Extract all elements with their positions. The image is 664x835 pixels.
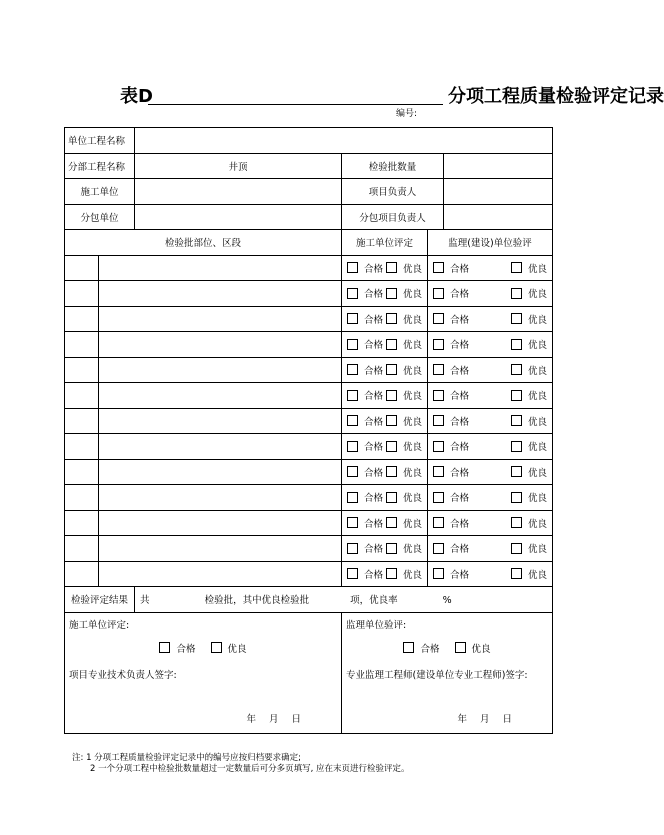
row-supervisor-eval: [428, 255, 553, 281]
excellent-label: 优良: [403, 340, 423, 352]
supervisor-signoff: [342, 612, 553, 733]
contractor-eval-excellent-checkbox[interactable]: [386, 390, 397, 401]
excellent-label: 优良: [528, 263, 548, 275]
pass-label: 合格: [450, 391, 470, 403]
note-1: 注: 1 分项工程质量检验评定记录中的编号应按归档要求确定;: [72, 753, 302, 763]
contractor-eval-pass-checkbox[interactable]: [347, 262, 358, 273]
pass-label: 合格: [450, 518, 470, 530]
row-supervisor-eval: [428, 485, 553, 511]
supervisor-eval-pass-checkbox[interactable]: [433, 288, 444, 299]
excellent-label: 优良: [528, 340, 548, 352]
contractor-eval-excellent-checkbox[interactable]: [386, 364, 397, 375]
supervisor-eval-pass-checkbox[interactable]: [433, 543, 444, 554]
contractor-eval-excellent-checkbox[interactable]: [386, 492, 397, 503]
result-part2: 检验批，其中优良检验批: [204, 595, 310, 607]
row-contractor-eval: [342, 459, 428, 485]
supervisor-signoff-label: 监理单位验评:: [346, 619, 407, 631]
row-contractor-eval: [342, 332, 428, 358]
supervisor-eval-header: 监理(建设)单位验评: [428, 230, 553, 256]
supervisor-eval-excellent-checkbox[interactable]: [511, 262, 522, 273]
row-contractor-eval: [342, 485, 428, 511]
table-row: [65, 332, 553, 358]
row-contractor-eval: [342, 306, 428, 332]
supervisor-eval-excellent-checkbox[interactable]: [511, 415, 522, 426]
row-supervisor-eval: [428, 408, 553, 434]
supervisor-eval-excellent-checkbox[interactable]: [511, 517, 522, 528]
row-index-cell[interactable]: [65, 306, 99, 332]
contractor-eval-excellent-checkbox[interactable]: [386, 543, 397, 554]
result-statement[interactable]: [135, 587, 553, 613]
row-contractor-eval: [342, 510, 428, 536]
pass-label: 合格: [176, 643, 196, 655]
supervisor-eval-pass-checkbox[interactable]: [433, 517, 444, 528]
pass-label: 合格: [450, 493, 470, 505]
row-supervisor-eval: [428, 306, 553, 332]
row-index-cell[interactable]: [65, 536, 99, 562]
table-row: [65, 306, 553, 332]
row-location-cell[interactable]: [99, 459, 342, 485]
project-manager-label: 项目负责人: [342, 179, 444, 205]
excellent-label: 优良: [528, 493, 548, 505]
subcontractor-field[interactable]: [135, 204, 342, 230]
excellent-label: 优良: [403, 467, 423, 479]
unit-project-field[interactable]: [135, 128, 553, 154]
excellent-label: 优良: [528, 544, 548, 556]
supervisor-eval-pass-checkbox[interactable]: [433, 339, 444, 350]
excellent-label: 优良: [528, 569, 548, 581]
excellent-label: 优良: [403, 544, 423, 556]
table-row: [65, 281, 553, 307]
row-contractor-eval: [342, 255, 428, 281]
contractor-signoff: [65, 612, 342, 733]
result-part4: %: [442, 595, 452, 607]
excellent-label: 优良: [528, 289, 548, 301]
form-title: [120, 82, 664, 108]
row-index-cell[interactable]: [65, 485, 99, 511]
result-part3: 项，优良率: [350, 595, 398, 607]
excellent-label: 优良: [403, 518, 423, 530]
contractor-eval-excellent-checkbox[interactable]: [386, 313, 397, 324]
excellent-label: 优良: [403, 391, 423, 403]
excellent-label: 优良: [528, 416, 548, 428]
supervisor-signoff-pass-checkbox[interactable]: [403, 642, 414, 653]
excellent-label: 优良: [528, 391, 548, 403]
row-location-cell[interactable]: [99, 255, 342, 281]
supervisor-eval-pass-checkbox[interactable]: [433, 466, 444, 477]
pass-label: 合格: [450, 365, 470, 377]
pass-label: 合格: [364, 314, 384, 326]
sub-manager-field[interactable]: [444, 204, 553, 230]
contractor-eval-pass-checkbox[interactable]: [347, 466, 358, 477]
table-row: [65, 485, 553, 511]
pass-label: 合格: [364, 544, 384, 556]
supervisor-eval-pass-checkbox[interactable]: [433, 262, 444, 273]
supervisor-eval-excellent-checkbox[interactable]: [511, 466, 522, 477]
row-location-cell[interactable]: [99, 281, 342, 307]
supervisor-signoff-excellent-checkbox[interactable]: [455, 642, 466, 653]
contractor-person-label: 项目专业技术负责人签字:: [69, 669, 177, 681]
pass-label: 合格: [364, 263, 384, 275]
pass-label: 合格: [450, 340, 470, 352]
contractor-eval-pass-checkbox[interactable]: [347, 441, 358, 452]
supervisor-eval-excellent-checkbox[interactable]: [511, 313, 522, 324]
title-prefix: 表D: [120, 86, 153, 107]
table-row: [65, 510, 553, 536]
row-contractor-eval: [342, 408, 428, 434]
pass-label: 合格: [364, 569, 384, 581]
row-location-cell[interactable]: [99, 561, 342, 587]
row-supervisor-eval: [428, 536, 553, 562]
row-index-cell[interactable]: [65, 434, 99, 460]
row-supervisor-eval: [428, 434, 553, 460]
row-index-cell[interactable]: [65, 255, 99, 281]
table-row: [65, 408, 553, 434]
batch-count-label: 检验批数量: [342, 153, 444, 179]
row-index-cell[interactable]: [65, 510, 99, 536]
pass-label: 合格: [364, 493, 384, 505]
contractor-eval-excellent-checkbox[interactable]: [386, 568, 397, 579]
row-supervisor-eval: [428, 332, 553, 358]
excellent-label: 优良: [528, 314, 548, 326]
pass-label: 合格: [450, 416, 470, 428]
contractor-eval-pass-checkbox[interactable]: [347, 517, 358, 528]
supervisor-eval-excellent-checkbox[interactable]: [511, 364, 522, 375]
excellent-label: 优良: [403, 416, 423, 428]
supervisor-eval-excellent-checkbox[interactable]: [511, 390, 522, 401]
row-supervisor-eval: [428, 383, 553, 409]
excellent-label: 优良: [403, 569, 423, 581]
row-index-cell[interactable]: [65, 408, 99, 434]
table-row: [65, 434, 553, 460]
contractor-date[interactable]: 年 月 日: [246, 713, 302, 725]
sub-manager-label: 分包项目负责人: [342, 204, 444, 230]
pass-label: 合格: [364, 365, 384, 377]
supervisor-eval-pass-checkbox[interactable]: [433, 492, 444, 503]
row-location-cell[interactable]: [99, 357, 342, 383]
table-row: [65, 383, 553, 409]
excellent-label: 优良: [403, 493, 423, 505]
contractor-eval-pass-checkbox[interactable]: [347, 390, 358, 401]
location-column-header: 检验批部位、区段: [65, 230, 342, 256]
contractor-eval-pass-checkbox[interactable]: [347, 339, 358, 350]
contractor-signoff-label: 施工单位评定:: [69, 619, 130, 631]
supervisor-eval-excellent-checkbox[interactable]: [511, 441, 522, 452]
contractor-eval-excellent-checkbox[interactable]: [386, 441, 397, 452]
supervisor-eval-pass-checkbox[interactable]: [433, 313, 444, 324]
contractor-eval-pass-checkbox[interactable]: [347, 313, 358, 324]
row-location-cell[interactable]: [99, 510, 342, 536]
sub-project-label: 分部工程名称: [65, 153, 135, 179]
pass-label: 合格: [364, 391, 384, 403]
row-index-cell[interactable]: [65, 332, 99, 358]
supervisor-eval-excellent-checkbox[interactable]: [511, 492, 522, 503]
table-row: [65, 561, 553, 587]
row-contractor-eval: [342, 281, 428, 307]
pass-label: 合格: [364, 416, 384, 428]
project-manager-field[interactable]: [444, 179, 553, 205]
pass-label: 合格: [364, 340, 384, 352]
contractor-signoff-excellent-checkbox[interactable]: [211, 642, 222, 653]
title-blank-line[interactable]: [148, 104, 443, 105]
row-supervisor-eval: [428, 357, 553, 383]
result-label: 检验评定结果: [65, 587, 135, 613]
pass-label: 合格: [450, 544, 470, 556]
pass-label: 合格: [364, 442, 384, 454]
contractor-eval-pass-checkbox[interactable]: [347, 288, 358, 299]
row-supervisor-eval: [428, 561, 553, 587]
row-location-cell[interactable]: [99, 536, 342, 562]
supervisor-eval-pass-checkbox[interactable]: [433, 364, 444, 375]
row-index-cell[interactable]: [65, 459, 99, 485]
row-supervisor-eval: [428, 510, 553, 536]
row-contractor-eval: [342, 561, 428, 587]
supervisor-eval-excellent-checkbox[interactable]: [511, 288, 522, 299]
contractor-eval-pass-checkbox[interactable]: [347, 492, 358, 503]
note-2: 2 一个分项工程中检验批数量超过一定数量后可分多页填写, 应在末页进行检验评定。: [90, 764, 410, 774]
row-supervisor-eval: [428, 281, 553, 307]
row-location-cell[interactable]: [99, 408, 342, 434]
row-contractor-eval: [342, 383, 428, 409]
excellent-label: 优良: [528, 467, 548, 479]
row-index-cell[interactable]: [65, 383, 99, 409]
pass-label: 合格: [450, 442, 470, 454]
pass-label: 合格: [450, 467, 470, 479]
pass-label: 合格: [420, 643, 440, 655]
contractor-eval-excellent-checkbox[interactable]: [386, 288, 397, 299]
excellent-label: 优良: [528, 518, 548, 530]
contractor-eval-pass-checkbox[interactable]: [347, 543, 358, 554]
table-row: [65, 357, 553, 383]
contractor-signoff-pass-checkbox[interactable]: [159, 642, 170, 653]
serial-number-label: 编号:: [396, 109, 418, 119]
pass-label: 合格: [364, 289, 384, 301]
table-row: [65, 255, 553, 281]
row-index-cell[interactable]: [65, 561, 99, 587]
contractor-eval-pass-checkbox[interactable]: [347, 568, 358, 579]
contractor-eval-excellent-checkbox[interactable]: [386, 466, 397, 477]
row-supervisor-eval: [428, 459, 553, 485]
sub-project-field[interactable]: 井顶: [135, 153, 342, 179]
record-table: [64, 127, 553, 734]
excellent-label: 优良: [403, 365, 423, 377]
excellent-label: 优良: [403, 263, 423, 275]
footnotes: [72, 753, 410, 775]
contractor-field[interactable]: [135, 179, 342, 205]
row-location-cell[interactable]: [99, 434, 342, 460]
table-row: [65, 536, 553, 562]
supervisor-date[interactable]: 年 月 日: [457, 713, 513, 725]
row-contractor-eval: [342, 357, 428, 383]
pass-label: 合格: [450, 314, 470, 326]
contractor-eval-excellent-checkbox[interactable]: [386, 262, 397, 273]
excellent-label: 优良: [528, 442, 548, 454]
row-location-cell[interactable]: [99, 485, 342, 511]
contractor-eval-excellent-checkbox[interactable]: [386, 339, 397, 350]
supervisor-eval-excellent-checkbox[interactable]: [511, 568, 522, 579]
excellent-label: 优良: [471, 643, 491, 655]
pass-label: 合格: [364, 467, 384, 479]
supervisor-eval-excellent-checkbox[interactable]: [511, 543, 522, 554]
row-location-cell[interactable]: [99, 383, 342, 409]
supervisor-eval-excellent-checkbox[interactable]: [511, 339, 522, 350]
row-index-cell[interactable]: [65, 357, 99, 383]
row-location-cell[interactable]: [99, 332, 342, 358]
pass-label: 合格: [450, 289, 470, 301]
supervisor-eval-pass-checkbox[interactable]: [433, 390, 444, 401]
excellent-label: 优良: [227, 643, 247, 655]
page-title: 分项工程质量检验评定记录: [448, 86, 664, 107]
supervisor-eval-pass-checkbox[interactable]: [433, 568, 444, 579]
row-index-cell[interactable]: [65, 281, 99, 307]
row-location-cell[interactable]: [99, 306, 342, 332]
supervisor-eval-pass-checkbox[interactable]: [433, 415, 444, 426]
excellent-label: 优良: [403, 289, 423, 301]
contractor-eval-excellent-checkbox[interactable]: [386, 415, 397, 426]
row-contractor-eval: [342, 536, 428, 562]
supervisor-person-label: 专业监理工程师(建设单位专业工程师)签字:: [346, 669, 528, 681]
excellent-label: 优良: [403, 314, 423, 326]
row-contractor-eval: [342, 434, 428, 460]
contractor-eval-excellent-checkbox[interactable]: [386, 517, 397, 528]
subcontractor-label: 分包单位: [65, 204, 135, 230]
pass-label: 合格: [450, 569, 470, 581]
contractor-label: 施工单位: [65, 179, 135, 205]
contractor-eval-pass-checkbox[interactable]: [347, 364, 358, 375]
result-part1: 共: [140, 595, 150, 607]
batch-count-field[interactable]: [444, 153, 553, 179]
excellent-label: 优良: [403, 442, 423, 454]
unit-project-label: 单位工程名称: [65, 128, 135, 154]
table-row: [65, 459, 553, 485]
contractor-eval-header: 施工单位评定: [342, 230, 428, 256]
supervisor-eval-pass-checkbox[interactable]: [433, 441, 444, 452]
excellent-label: 优良: [528, 365, 548, 377]
pass-label: 合格: [364, 518, 384, 530]
contractor-eval-pass-checkbox[interactable]: [347, 415, 358, 426]
pass-label: 合格: [450, 263, 470, 275]
